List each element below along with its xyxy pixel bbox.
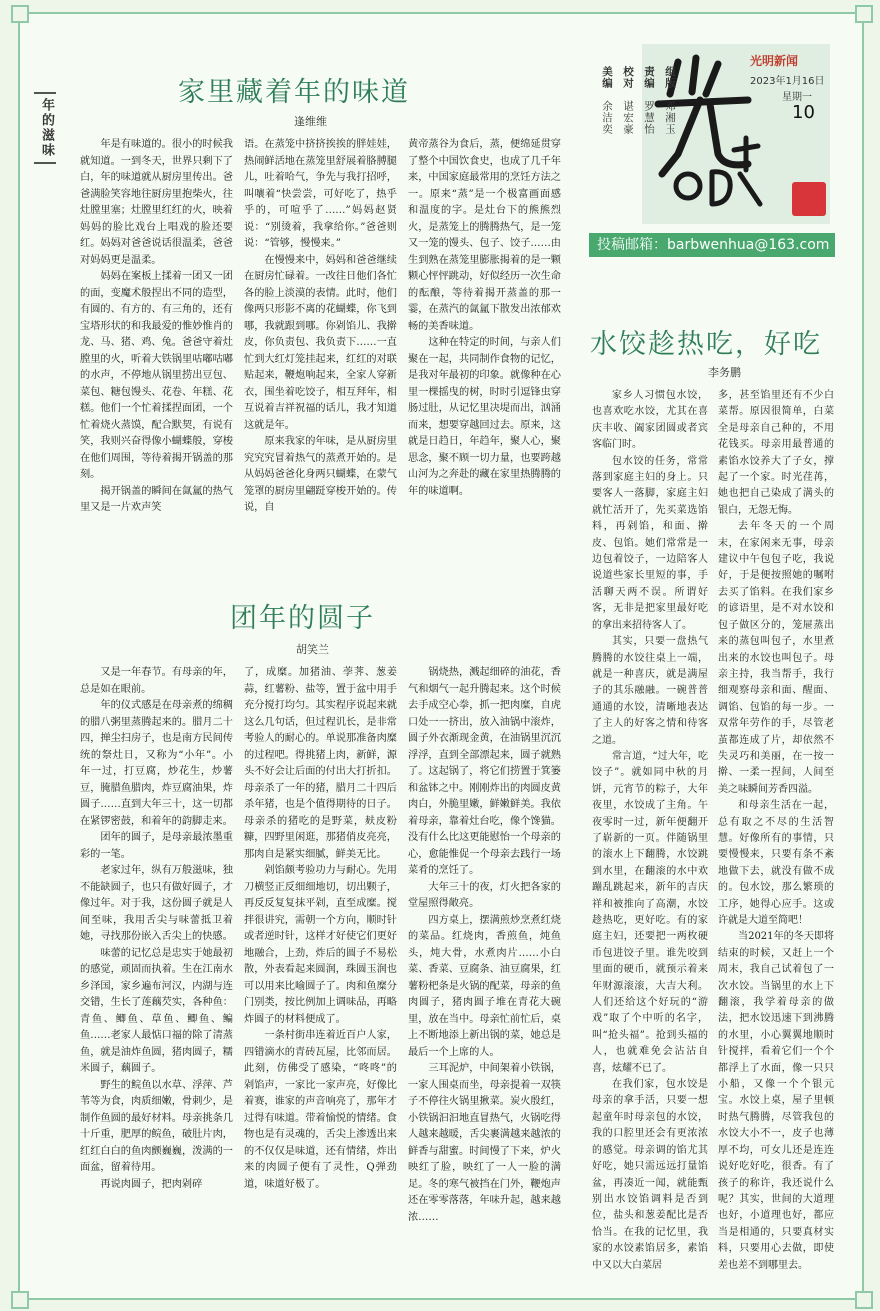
article-column — [80, 665, 233, 1283]
paragraph: 年的仪式感是在母亲煮的绵稠的腊八粥里蒸腾起来的。腊月二十四，掸尘扫房子，也是南方民间传统的祭灶日，又称为“小年”。小年一过，打豆腐，炒花生，炒薯豆，腌腊鱼腊肉，炸豆腐油果，炸圆子……直到大年三十，这一切都在紧锣密鼓，和着年的韵脚走来。 — [80, 700, 233, 827]
article-column — [592, 388, 708, 1283]
paragraph: 语。在蒸笼中挤挤挨挨的胖娃娃，热闹鲜活地在蒸笼里舒展着胳膊腿儿，吐着哈气，争先与我打招呼，叫嚷着“快尝尝，可好吃了，热乎乎的，可喧乎了……”妈妈赵贤说：“别烫着，我拿给你。”爸爸则说：“管够，慢慢来。” — [244, 139, 397, 249]
paragraph: 妈妈在案板上揉着一团又一团的面，变魔术般捏出不同的造型，有圆的、有方的、有三角的，还有宝塔形状的和我最爱的惟妙惟肖的龙、马、猪、鸡、兔。爸爸守着灶膛里的火，听着大铁锅里咕嘟咕嘟的水声，不停地从锅里捞出豆包、菜包、糖包馒头、花卷、年糕、花糕。他们一个忙着揉捏面团，一个忙着烧火蒸馍，配合默契，有说有笑，我则兴奋得像小蝴蝶般，穿梭在他们周围，等待着揭开锅盖的那刻。 — [80, 271, 233, 480]
section-label: 年的滋味 — [34, 92, 56, 164]
frame-corner — [11, 5, 29, 23]
issue-weekday: 星期一 — [782, 92, 812, 103]
issue-date: 2023年1月16日 — [750, 76, 825, 87]
paragraph: 包水饺的任务，常常落到家庭主妇的身上。只要客人一落脚，家庭主妇就忙活开了，先买菜选馅料，再剁馅，和面、擀皮、包馅。她们常常是一边包着饺子，一边陪客人说道些家长里短的事，手活聊天两不误。所谓好客，无非是把家里最好吃的拿出来招待客人了。 — [592, 455, 708, 631]
article-author: 胡笑兰 — [296, 643, 329, 656]
article-column — [244, 665, 397, 1283]
staff-credit: 组版 邓湘玉 — [664, 66, 676, 135]
paragraph: 和母亲生活在一起，总有取之不尽的生活智慧。好像所有的事情，只要慢慢来，只要有条不紊地做下去，就没有做不成的。包水饺，那么繁琐的工序，她得心应手。这或许就是大道至简吧！ — [718, 800, 834, 926]
frame-corner — [855, 5, 873, 23]
paragraph: 团年的圆子，是母亲最浓墨重彩的一笔。 — [80, 832, 233, 860]
paragraph: 又是一年春节。有母亲的年，总是如在眼前。 — [80, 667, 233, 695]
page-number: 10 — [792, 102, 815, 123]
paragraph: 野生的鲩鱼以水草、浮萍、芦苇等为食，肉质细嫩，骨刺少，是制作鱼圆的最好材料。母亲挑条几十斤重，肥厚的鲩鱼，破肚片肉，红红白白的鱼肉颤巍巍，泼满的一面盆，留着待用。 — [80, 1079, 233, 1173]
red-seal-icon — [792, 182, 826, 216]
article-column — [408, 137, 561, 577]
paragraph: 锅烧热，溅起细碎的油花，香气和烟气一起升腾起来。这个时候去手成空心拳，抓一把肉糜，自虎口处一一挤出，放入油锅中滚炸，圆子外衣渐现金黄，在油锅里沉沉浮浮，直到全部漂起来，圆子就熟了。这起锅了，将它们捞置于箕篓和盆钵之中。刚刚炸出的肉圆皮黄肉白，外脆里嫩，鲜嫩鲜美。我依着母亲，靠着灶台吃，像个馋猫。没有什么比这更能慰怡一个母亲的心，愈能惟促一个母亲去践行一场菜肴的烹饪了。 — [408, 667, 561, 876]
paragraph: 四方桌上，摆满煎炒烹煮红烧的菜品。红烧肉，香煎鱼，炖鱼头，炖大骨，水煮肉片……小白菜、香菜、豆腐条、油豆腐果，红薯粉杷条是火锅的配菜，母亲的鱼肉圆子，猪肉圆子堆在青花大碗里，放在当中。母亲忙前忙后，桌上不断地添上新出锅的菜，她总是最后一个上席的人。 — [408, 914, 561, 1058]
paragraph: 了，成糜。加猪油、荸荠、葱姜蒜，红薯粉、盐等，置于盆中用手充分搅打均匀。其实程序说起来就这么几句话，但过程讥长，是非常考验人的耐心的。单说那准备肉糜的过程吧。得挑猪上肉，新鲜，源头不好会让后面的付出大打折扣。母亲杀了一年的猪，腊月二十四后杀年猪，也是个值得期待的日子。母亲杀的猪吃的是野菜，麸皮粉糠，四野里闲逛，那猪俏皮亮亮，那肉自是紧实细腻，鲜美无比。 — [244, 667, 397, 860]
paragraph: 味蕾的记忆总是忠实于她最初的感觉，顽固而执着。生在江南水乡泽国，家乡遍布河汉，内湖与连交错，生长了莲藕芡实，各种鱼：青鱼、鲫鱼、草鱼、鲫鱼、鳊鱼……老家人最惦口福的除了清蒸鱼，就是油炸鱼圆，猪肉圆子，糯米圆子，藕圆子。 — [80, 947, 233, 1074]
staff-credit: 校对 谌宏豪 — [622, 66, 634, 135]
article-column — [718, 388, 834, 1283]
paragraph: 当2021年的冬天即将结束的时候，又赶上一个周末，我自己试着包了一次水饺。当锅里的水上下翻滚，我学着母亲的做法，把水饺迅速下到沸腾的水里，小心翼翼地顺时针搅拌，看着它们一个个都浮上了水面，像一只只小船，又像一个个银元宝。水饺上桌，屋子里顿时热气腾腾，尽管我包的水饺大小不一，皮子也薄厚不均，可女儿还是连连说好吃好吃，很香。有了孩子的称许，我还说什么呢？其实，世间的大道理也好，小道理也好，都应当是相通的，只要真材实料，只要用心去做，即使差也差不到哪里去。 — [718, 931, 834, 1271]
article-title: 家里藏着年的味道 — [178, 77, 410, 108]
paragraph: 在慢慢来中，妈妈和爸爸继续在厨房忙碌着。一改往日他们各忙各的脸上淡漠的表情。此时，他们像两只形影不离的花蝴蝶，你飞到哪，我就跟到哪。你剁馅儿、我擀皮，你负责包、我负责下……一直忙到大红灯笼挂起来，红红的对联贴起来，鞭炮响起来，全家人穿新衣，围坐着吃饺子，相互拜年，相互说着吉祥祝福的话儿，我才知道这就是年。 — [244, 254, 397, 431]
paragraph: 大年三十的夜，灯火把各家的堂屋照得敞亮。 — [408, 881, 561, 909]
masthead-brand: 光明新闻 — [750, 54, 799, 68]
paragraph: 其实，只要一盘热气腾腾的水饺往桌上一端，就是一种喜庆，就是满屋子的其乐融融。一碗普普通通的水饺，清晰地表达了主人的好客之情和待客之道。 — [592, 636, 708, 746]
paragraph: 年是有味道的。很小的时候我就知道。一到冬天，世界只剩下了白，年的味道就从厨房里传出。爸爸满脸笑容地往厨房里抱柴火，往灶膛里塞；灶膛里红红的火，映着妈妈的脸比戏台上唱戏的脸还要红。妈妈对爸爸说话很温柔，爸爸对妈妈更是温柔。 — [80, 139, 233, 266]
paragraph: 三耳泥炉，中间架着小铁锅，一家人围桌而坐，母亲提着一双筷子不停往火锅里揪菜。炭火殷红，小铁锅汩汩地直冒热气，火锅吃得人越来越暖，舌尖裹满越来越浓的鲜香与甜蜜。时间慢了下来，炉火映红了脸，映红了一人一脸的满足。冬的寒气被挡在门外，鞭炮声还在零零落落，年味升起，越来越浓…… — [408, 1063, 561, 1223]
paragraph: 常言道，“过大年，吃饺子”。就如同中秋的月饼，元宵节的粽子，大年夜里，水饺成了主角。午夜零时一过，新年便翻开了崭新的一页。伴随锅里的滚水上下翻腾，水饺跳到水里，在翻滚的水中欢蹦乱跳起来，新年的吉庆祥和被推向了高潮，水饺趁热吃，更好吃。有的家庭主妇，还要把一两枚硬币包进饺子里。谁先咬到里面的硬币，就预示着来年财源滚滚，大吉大利。人们还给这个好玩的“游戏”取了个中听的名字，叫“抢头福”。抢到头福的人，也就难免会沾沾自喜，炫耀不已了。 — [592, 750, 708, 1074]
article-author: 李务鹏 — [708, 366, 741, 379]
paragraph: 这种在特定的时间，与亲人们聚在一起，共同制作食物的记忆，是我对年最初的印象。就像种在心里一棵摇曳的树，时时引逗锋虫穿肠过肚，从记忆里决堤而出，汹涌而来，想要穿越回过去。原来，这就是日趋日，年趋年，聚人心，聚思念，聚不顾一切力量，也要跨越山河为之奔赴的藏在家里热腾腾的年的味道啊。 — [408, 337, 561, 497]
paragraph: 老家过年，纵有万般滋味，独不能缺圆子，也只有做好圆子，才像过年。对于我，这份圆子就是人间至味，我用舌尖与味蕾抵卫着她，寻找那份嵌入舌尖上的快感。 — [80, 865, 233, 942]
staff-credits — [600, 66, 678, 206]
submission-email[interactable]: 投稿邮箱：barbwenhua@163.com — [589, 233, 835, 257]
staff-credit: 美编 余洁奕 — [601, 66, 613, 135]
article-column — [244, 137, 397, 577]
article-column — [80, 137, 233, 577]
paragraph: 再说肉圆子，把肉剁碎 — [100, 1178, 203, 1190]
paragraph: 多，甚至馅里还有不少白菜帮。原因很简单，白菜全是母亲自己种的，不用花钱买。母亲用最普通的素馅水饺养大了子女，撑起了一个家。时光荏苒，她也把自己染成了满头的银白，无怨无悔。 — [718, 390, 834, 516]
staff-credit: 责编 罗慧怡 — [643, 66, 655, 135]
paragraph: 原来我家的年味，是从厨房里究究究冒着热气的蒸煮开始的。是从妈妈爸爸化身两只蝴蝶，在蒙气笼罩的厨房里翩跹穿梭开始的。传说，自 — [244, 436, 397, 513]
paragraph: 去年冬天的一个周末，在家闲来无事，母亲建议中午包包子吃，我说好，于是便按照她的嘱咐去买了馅料。在我们家乡的谚语里，是不对水饺和包子做区分的，笼屉蒸出来的蒸包叫包子，水里煮出来的水饺也叫包子。母亲主持，我当帮手，我行细观察母亲和面、醒面、调馅、包馅的每一步。一双常年劳作的手，尽管老茧都连成了片，却依然不失灵巧和美丽，在一按一擀、一柔一捏间，人间至美之味瞬间芳香四溢。 — [718, 521, 834, 795]
frame-corner — [11, 1291, 29, 1309]
paragraph: 在我们家，包水饺是母亲的拿手活，只要一想起童年时母亲包的水饺，我的口腔里还会有更浓浓的感觉。母亲调的馅尤其好吃，她只需远远打量馅盆，再凑近一闻，就能甄别出水饺馅调料是否到位，盐头和葱姜配比是否恰当。在我的记忆里，我家的水饺素馅居多，素馅中又以大白菜居 — [592, 1079, 708, 1271]
paragraph: 一条村街串连着近百户人家，四错滴水的青砖瓦屋，比邻而居。此刻，仿佛受了感染，“咚咚”的剁馅声，一家比一家声亮，好像比着赛，谁家的声音响亮了，那年才过得有味道。带着愉悦的情绪。食物也是有灵魂的，舌尖上渗透出来的不仅仅是味道，还有情绪，炸出来的肉圆子便有了灵性，Q弹劲道，味道好极了。 — [244, 1030, 397, 1190]
paragraph: 揭开锅盖的瞬间在氤氲的热气里又是一片欢声笑 — [80, 485, 233, 513]
article-title: 水饺趁热吃，好吃 — [590, 329, 822, 360]
frame-corner — [855, 1291, 873, 1309]
paragraph: 剁馅颇考验功力与耐心。先用刀横竖正反细细地切，切出颗子，再反反复复抹平剁，直至成糜。搅拌很讲究，需朝一个方向，顺时针或者逆时针，这样才好使它们更好地融合，上劲，炸后的圆子不易松散，外表看起来圆润，珠圆玉润也可以用来比喻圆子了。肉和鱼糜分门别类，按比例加上调味品，再略炸圆子的材料便成了。 — [244, 865, 397, 1025]
article-title: 团年的圆子 — [230, 603, 375, 634]
paragraph: 家乡人习惯包水饺，也喜欢吃水饺，尤其在喜庆丰收、阖家团圆或者宾客临门时。 — [592, 390, 708, 451]
article-column — [408, 665, 561, 1283]
article-author: 逢维维 — [294, 115, 327, 128]
paragraph: 黄帝蒸谷为食后，蒸，便绵延贯穿了整个中国饮食史，也成了几千年来，中国家庭最常用的烹饪方法之一。原来“蒸”是一个极富画面感和温度的字。是灶台下的熊熊烈火，是蒸笼上的腾腾热气，是一笼又一笼的馒头、包子、饺子……由生到熟在蒸笼里膨胀揭着的是一颗颗心怦怦跳动，好似经历一次生命的酝酿，等待着揭开蒸盖的那一霎，在蒸汽的氤氲下散发出浓郁欢畅的美香味道。 — [408, 139, 561, 332]
